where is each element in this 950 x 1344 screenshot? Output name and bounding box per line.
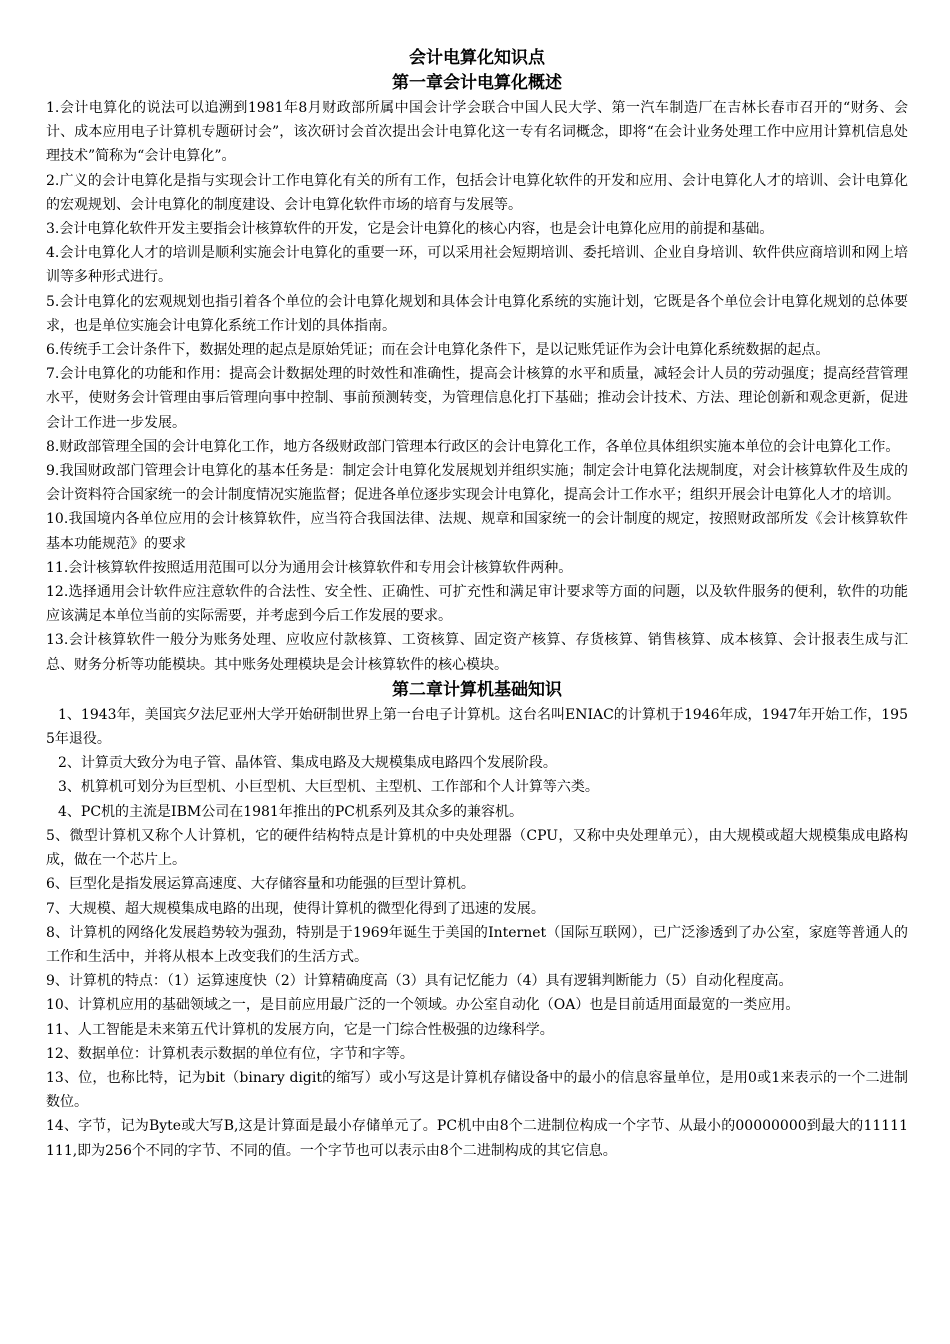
chapter-1-item: 9.我国财政部门管理会计电算化的基本任务是：制定会计电算化发展规划并组织实施；制定会计电算化法规制度，对会计核算软件及生成的会计资料符合国家统一的会计制度情况实施监督；促进各单位逐步实现会计电算化，提高会计工作水平；组织开展会计电算化人才的培训。 — [46, 463, 908, 504]
chapter-2-heading: 第二章计算机基础知识 — [392, 679, 562, 700]
chapter-1-item: 7.会计电算化的功能和作用：提高会计数据处理的时效性和准确性，提高会计核算的水平和质量，减轻会计人员的劳动强度；提高经营管理水平，使财务会计管理由事后管理向事中控制、事前预测转变，为管理信息化打下基础；推动会计技术、方法、理论创新和观念更新，促进会计工作进一步发展。 — [46, 366, 908, 431]
chapter-2-item: 14、字节，记为Byte或大写B,这是计算面是最小存储单元了。PC机中由8个二进制位构成一个字节、从最小的00000000到最大的11111111,即为256个不同的字节、不同的值。一个字节也可以表示由8个二进制构成的其它信息。 — [46, 1118, 908, 1159]
chapter-2-item: 11、人工智能是未来第五代计算机的发展方向，它是一门综合性极强的边缘科学。 — [46, 1021, 554, 1038]
chapter-2-item: 9、计算机的特点：（1）运算速度快（2）计算精确度高（3）具有记忆能力（4）具有逻辑判断能力（5）自动化程度高。 — [46, 973, 793, 990]
chapter-2-item: 6、巨型化是指发展运算高速度、大存储容量和功能强的巨型计算机。 — [46, 876, 475, 893]
chapter-1-item: 1.会计电算化的说法可以追溯到1981年8月财政部所属中国会计学会联合中国人民大学、第一汽车制造厂在吉林长春市召开的“财务、会计、成本应用电子计算机专题研讨会”，该次研讨会首次提出会计电算化这一专有名词概念，即将“在会计业务处理工作中应用计算机信息处理技术”简称为“会计电算化”。 — [46, 100, 908, 165]
chapter-2-item: 1、1943年，美国宾夕法尼亚州大学开始研制世界上第一台电子计算机。这台名叫ENIAC的计算机于1946年成，1947年开始工作，1955年退役。 — [46, 706, 908, 748]
chapter-2-item: 8、计算机的网络化发展趋势较为强劲，特别是于1969年诞生于美国的Internet（国际互联网），已广泛渗透到了办公室，家庭等普通人的工作和生活中，并将从根本上改变我们的生活方式。 — [46, 924, 908, 965]
chapter-2-item: 3、机算机可划分为巨型机、小巨型机、大巨型机、主型机、工作部和个人计算等六类。 — [58, 779, 599, 796]
chapter-2-item: 10、计算机应用的基础领域之一，是目前应用最广泛的一个领域。办公室自动化（OA）也是目前适用面最宽的一类应用。 — [46, 997, 800, 1014]
chapter-1-item: 3.会计电算化软件开发主要指会计核算软件的开发，它是会计电算化的核心内容，也是会计电算化应用的前提和基础。 — [46, 221, 774, 238]
chapter-2-item: 2、计算贡大致分为电子管、晶体管、集成电路及大规模集成电路四个发展阶段。 — [58, 755, 557, 772]
document-title: 会计电算化知识点 — [409, 48, 545, 68]
chapter-1-heading: 第一章会计电算化概述 — [392, 73, 562, 93]
chapter-2-item: 7、大规模、超大规模集成电路的出现，使得计算机的微型化得到了迅速的发展。 — [46, 900, 545, 917]
chapter-1-item: 11.会计核算软件按照适用范围可以分为通用会计核算软件和专用会计核算软件两种。 — [46, 559, 573, 576]
chapter-1-item: 10.我国境内各单位应用的会计核算软件，应当符合我国法律、法规、规章和国家统一的会计制度的规定，按照财政部所发《会计核算软件基本功能规范》的要求 — [46, 511, 908, 552]
chapter-1-item: 8.财政部管理全国的会计电算化工作，地方各级财政部门管理本行政区的会计电算化工作，各单位具体组织实施本单位的会计电算化工作。 — [46, 438, 900, 455]
chapter-2-item: 5、微型计算机又称个人计算机，它的硬件结构特点是计算机的中央处理器（CPU，又称中央处理单元），由大规模或超大规模集成电路构成，做在一个芯片上。 — [46, 827, 908, 869]
chapter-1-item: 4.会计电算化人才的培训是顺利实施会计电算化的重要一环，可以采用社会短期培训、委托培训、企业自身培训、软件供应商培训和网上培训等多种形式进行。 — [46, 245, 908, 286]
chapter-1-item: 2.广义的会计电算化是指与实现会计工作电算化有关的所有工作，包括会计电算化软件的开发和应用、会计电算化人才的培训、会计电算化的宏观规划、会计电算化的制度建设、会计电算化软件市场的培育与发展等。 — [46, 172, 908, 213]
chapter-1-item: 6.传统手工会计条件下，数据处理的起点是原始凭证；而在会计电算化条件下，是以记账凭证作为会计电算化系统数据的起点。 — [46, 342, 830, 359]
chapter-2-content — [46, 703, 908, 1163]
chapter-1-content — [46, 96, 908, 677]
document-page — [46, 46, 908, 1163]
chapter-1-item: 12.选择通用会计软件应注意软件的合法性、安全性、正确性、可扩充性和满足审计要求等方面的问题，以及软件服务的便利，软件的功能应该满足本单位当前的实际需要，并考虑到今后工作发展的要求。 — [46, 584, 908, 625]
chapter-2-item: 4、PC机的主流是IBM公司在1981年推出的PC机系列及其众多的兼容机。 — [58, 803, 523, 820]
chapter-1-item: 5.会计电算化的宏观规划也指引着各个单位的会计电算化规划和具体会计电算化系统的实施计划，它既是各个单位会计电算化规划的总体要求，也是单位实施会计电算化系统工作计划的具体指南。 — [46, 293, 908, 334]
chapter-2-item: 13、位，也称比特，记为bit（binary digit的缩写）或小写这是计算机存储设备中的最小的信息容量单位，是用0或1来表示的一个二进制数位。 — [46, 1069, 908, 1111]
chapter-2-item: 12、数据单位：计算机表示数据的单位有位，字节和字等。 — [46, 1045, 414, 1062]
chapter-1-item: 13.会计核算软件一般分为账务处理、应收应付款核算、工资核算、固定资产核算、存货核算、销售核算、成本核算、会计报表生成与汇总、财务分析等功能模块。其中账务处理模块是会计核算软件的核心模块。 — [46, 632, 908, 673]
